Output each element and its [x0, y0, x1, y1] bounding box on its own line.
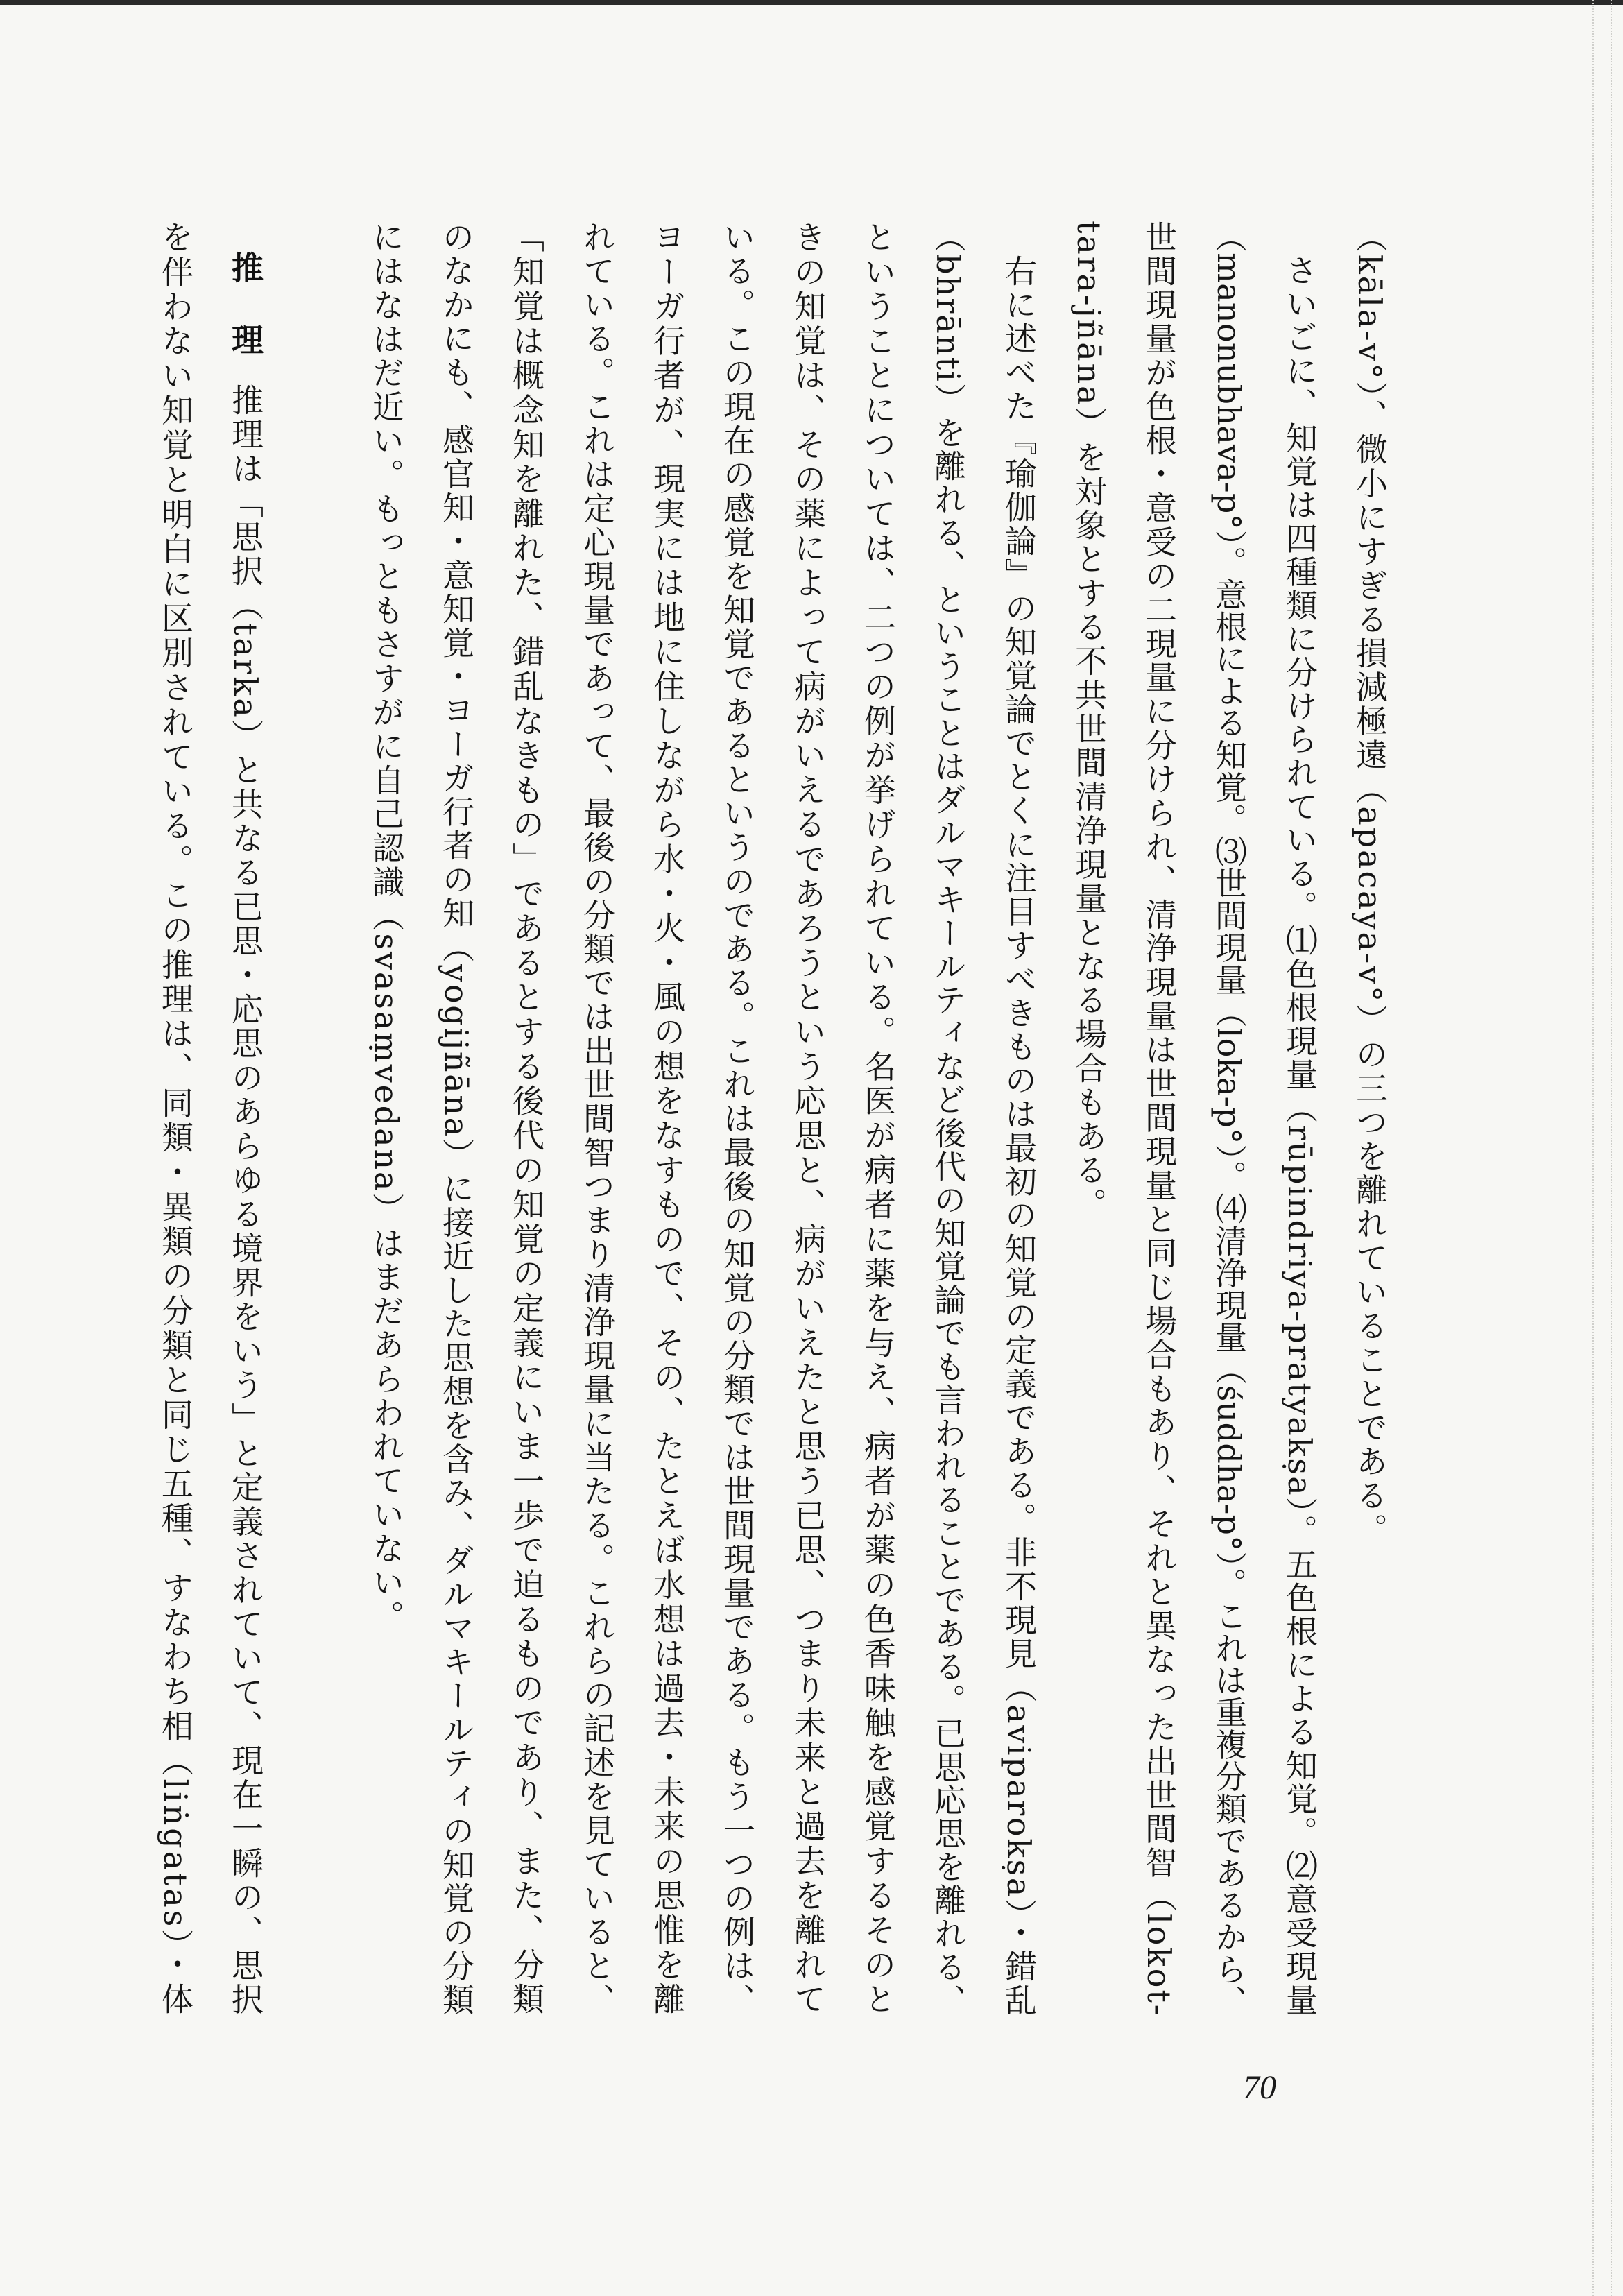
text-line: （manonubhava-p°）。意根による知覚。⑶世間現量（loka-p°）。⑷清浄現量（śuddha-p°）。これは重複分類であるから、	[1210, 221, 1248, 2017]
page-number: 70	[1243, 2069, 1276, 2106]
text-line: 右に述べた『瑜伽論』の知覚論でとくに注目すべきものは最初の知覚の定義である。非不現見（aviparokṣa）・錯乱	[1000, 254, 1038, 2017]
text-line: 世間現量が色根・意受の二現量に分けられ、清浄現量は世間現量と同じ場合もあり、それと異なった出世間智（lokot-	[1140, 221, 1178, 2017]
text-line: にはなはだ近い。もっともさすがに自己認識（svasaṃvedana）はまだあらわれていない。	[368, 221, 405, 1634]
text-line: きの知覚は、その薬によって病がいえるであろうという応思と、病がいえたと思う已思、つまり未来と過去を離れて	[789, 221, 827, 2017]
text-line: tara-jñāna）を対象とする不共世間清浄現量となる場合もある。	[1070, 221, 1108, 1222]
text-line: のなかにも、感官知・意知覚・ヨーガ行者の知（yogijñāna）に接近した思想を含み、ダルマキールティの知覚の分類	[438, 221, 475, 2017]
text-line: さいごに、知覚は四種類に分けられている。⑴色根現量（rūpindriya-pratyakṣa）。五色根による知覚。⑵意受現量	[1281, 254, 1319, 2017]
section-text-line: 推理は「思択（tarka）と共なる已思・応思のあらゆる境界をいう」と定義されていて、現在一瞬の、思択	[227, 384, 264, 2017]
text-line: 「知覚は概念知を離れた、錯乱なきもの」であるとする後代の知覚の定義にいま一歩で迫るものであり、また、分類	[508, 221, 545, 2017]
section-text-line: を伴わない知覚と明白に区別されている。この推理は、同類・異類の分類と同じ五種、すなわち相（liṅgatas）・体	[157, 221, 194, 2017]
text-line: ということについては、二つの例が挙げられている。名医が病者に薬を与え、病者が薬の色香味触を感覚するそのと	[859, 221, 897, 2017]
text-line: いる。この現在の感覚を知覚であるというのである。これは最後の知覚の分類では世間現量である。もう一つの例は、	[719, 221, 756, 2017]
text-line: （bhrānti）を離れる、ということはダルマキールティなど後代の知覚論でも言われることである。已思応思を離れる、	[929, 221, 967, 2017]
text-line: ヨーガ行者が、現実には地に住しながら水・火・風の想をなすもので、その、たとえば水想は過去・未来の思惟を離	[649, 221, 686, 2017]
section-heading: 推 理	[227, 251, 264, 359]
text-line: （kāla-v°）、微小にすぎる損減極遠（apacaya-v°）の三つを離れていることである。	[1351, 221, 1389, 1547]
text-line: れている。これは定心現量であって、最後の分類では出世間智つまり清浄現量に当たる。これらの記述を見ていると、	[578, 221, 616, 2017]
